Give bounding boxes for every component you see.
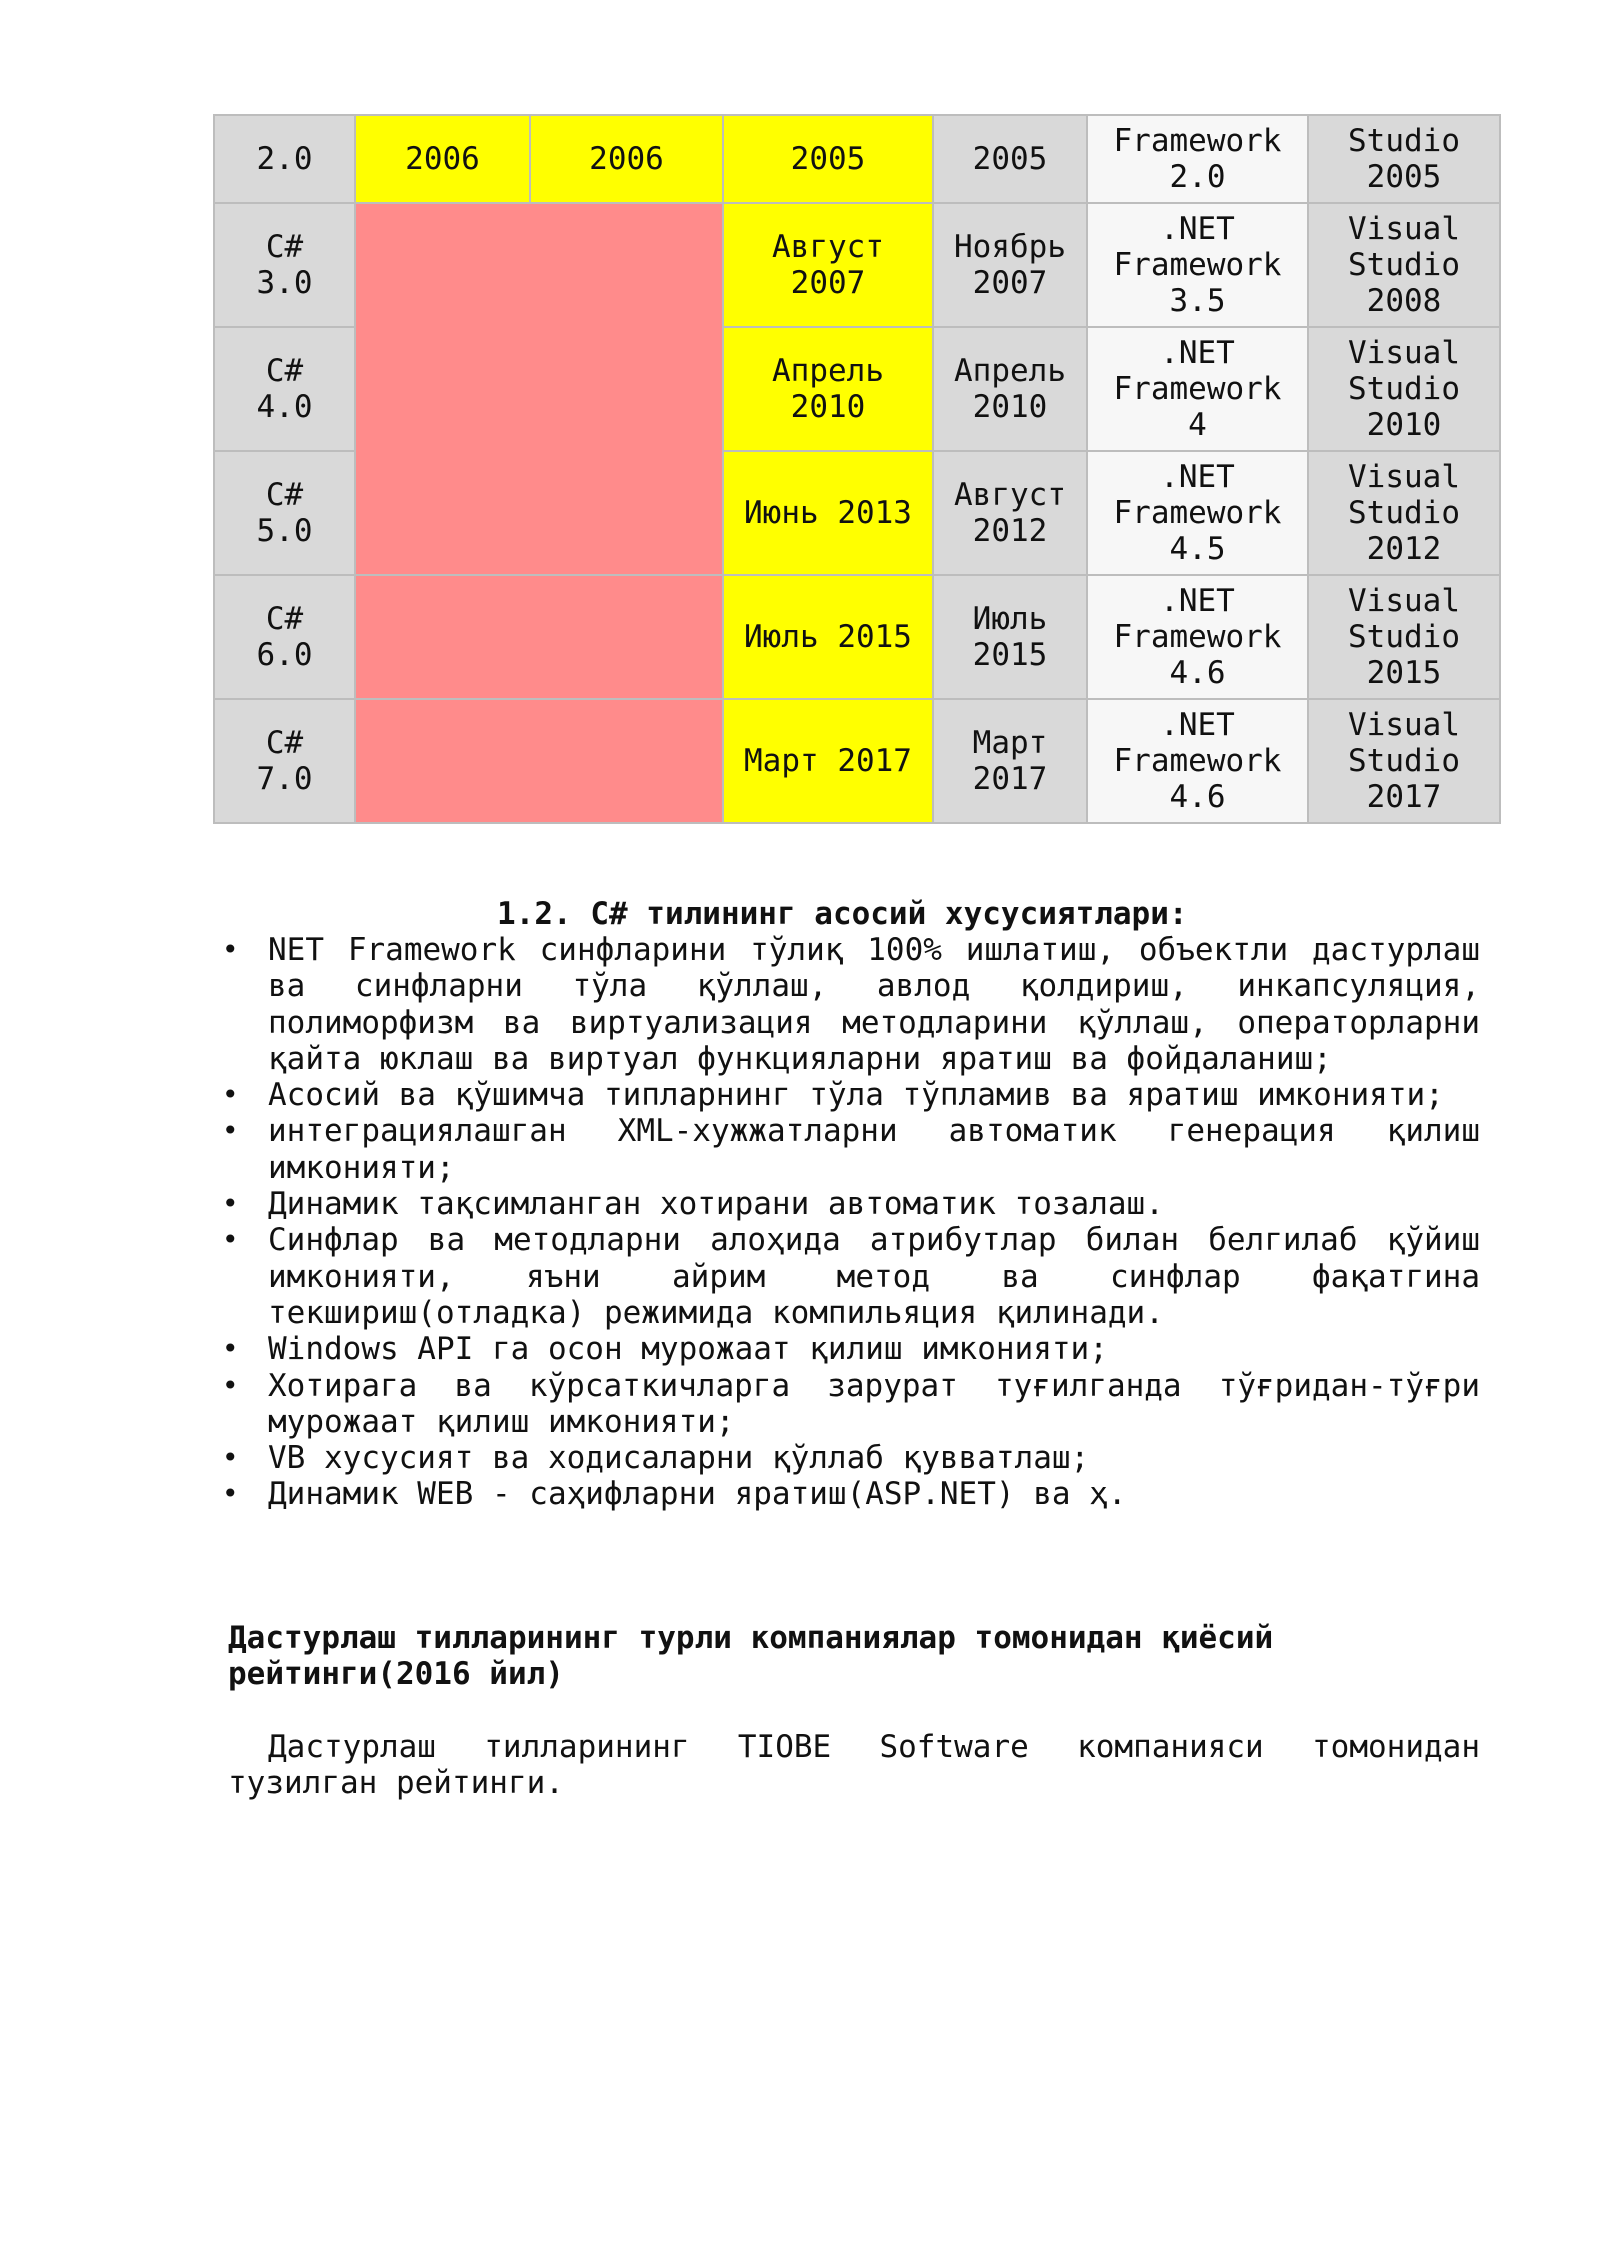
table-row	[214, 699, 1500, 823]
bullet-icon: •	[222, 1187, 239, 1221]
release-date-cell: Март 2017	[723, 699, 933, 823]
year-cell: 2006	[355, 115, 530, 203]
ide-release-cell: Июль 2015	[933, 575, 1087, 699]
list-item	[222, 1331, 1480, 1368]
studio-cell: Visual Studio 2015	[1308, 575, 1500, 699]
version-cell: C# 4.0	[214, 327, 355, 451]
list-item	[222, 1222, 1480, 1331]
ide-release-cell: Август 2012	[933, 451, 1087, 575]
empty-highlight-cell	[355, 575, 723, 699]
version-cell: 2.0	[214, 115, 355, 203]
year-cell: 2006	[530, 115, 723, 203]
bullet-icon: •	[222, 1477, 239, 1511]
ide-release-cell: Апрель 2010	[933, 327, 1087, 451]
list-item-text: VB хусусият ва ходисаларни қўллаб қувватлаш;	[268, 1440, 1090, 1477]
table-row	[214, 115, 1500, 203]
ide-release-cell: Ноябрь 2007	[933, 203, 1087, 327]
empty-highlight-cell	[355, 203, 723, 575]
ide-release-cell: Март 2017	[933, 699, 1087, 823]
bullet-icon: •	[222, 1368, 239, 1402]
bullet-icon: •	[222, 1223, 239, 1257]
list-item-text: Динамик тақсимланган хотирани автоматик тозалаш.	[268, 1186, 1164, 1223]
section-heading: 1.2. C# тилининг асосий хусусиятлари:	[497, 896, 1188, 932]
list-item-text: NET Framework синфларини тўлиқ 100% ишлатиш, объектли дастурлаш ва синфларни тўла қўллаш, авлод қолдириш, инкапсуляция, полиморфизм ва виртуализация методларини қўллаш, операторларни қайта юклаш ва виртуал функцияларни яратиш ва фойдаланиш;	[268, 932, 1480, 1077]
list-item	[222, 1186, 1480, 1223]
framework-cell: Framework 2.0	[1087, 115, 1308, 203]
framework-cell: .NET Framework 4.5	[1087, 451, 1308, 575]
rating-heading: Дастурлаш тилларининг турли компаниялар томонидан қиёсий рейтинги(2016 йил)	[228, 1620, 1274, 1693]
list-item	[222, 1367, 1480, 1441]
list-item	[222, 1113, 1480, 1186]
bullet-icon: •	[222, 1078, 239, 1112]
table-row	[214, 575, 1500, 699]
bullet-icon: •	[222, 1332, 239, 1366]
studio-cell: Studio 2005	[1308, 115, 1500, 203]
version-cell: C# 6.0	[214, 575, 355, 699]
version-cell: C# 5.0	[214, 451, 355, 575]
studio-cell: Visual Studio 2012	[1308, 451, 1500, 575]
rating-paragraph: Дастурлаш тилларининг TIOBE Software компанияси томонидан тузилган рейтинги.	[228, 1729, 1480, 1802]
release-date-cell: 2005	[723, 115, 933, 203]
bullet-icon: •	[222, 933, 239, 966]
studio-cell: Visual Studio 2008	[1308, 203, 1500, 327]
list-item-text: интеграциялашган XML-хужжатларни автоматик генерация қилиш имконияти;	[268, 1113, 1480, 1186]
list-item-text: Хотирага ва кўрсаткичларга зарурат туғилганда тўғридан-тўғри мурожаат қилиш имконияти;	[268, 1367, 1480, 1440]
table-row	[214, 203, 1500, 327]
framework-cell: .NET Framework 4	[1087, 327, 1308, 451]
list-item-text: Windows API га осон мурожаат қилиш имконияти;	[268, 1331, 1108, 1368]
list-item-text: Асосий ва қўшимча типларнинг тўла тўпламив ва яратиш имконияти;	[268, 1077, 1444, 1114]
framework-cell: .NET Framework 4.6	[1087, 575, 1308, 699]
csharp-versions-table	[213, 114, 1501, 824]
framework-cell: .NET Framework 4.6	[1087, 699, 1308, 823]
list-item	[222, 1077, 1480, 1114]
list-item	[222, 1440, 1480, 1477]
list-item-text: Динамик WEB - саҳифларни яратиш(ASP.NET) ва ҳ.	[268, 1476, 1127, 1513]
release-date-cell: Август 2007	[723, 203, 933, 327]
release-date-cell: Апрель 2010	[723, 327, 933, 451]
list-item-text: Синфлар ва методларни алоҳида атрибутлар билан белгилаб қўйиш имконияти, яъни айрим метод ва синфлар фақатгина текшириш(отладка) режимида компильяция қилинади.	[268, 1222, 1480, 1331]
framework-cell: .NET Framework 3.5	[1087, 203, 1308, 327]
version-cell: C# 7.0	[214, 699, 355, 823]
list-item	[222, 1476, 1480, 1513]
release-date-cell: Июнь 2013	[723, 451, 933, 575]
studio-cell: Visual Studio 2010	[1308, 327, 1500, 451]
version-cell: C# 3.0	[214, 203, 355, 327]
features-list	[222, 932, 1480, 1513]
list-item	[222, 932, 1480, 1077]
bullet-icon: •	[222, 1114, 239, 1148]
ide-release-cell: 2005	[933, 115, 1087, 203]
release-date-cell: Июль 2015	[723, 575, 933, 699]
empty-highlight-cell	[355, 699, 723, 823]
bullet-icon: •	[222, 1441, 239, 1475]
studio-cell: Visual Studio 2017	[1308, 699, 1500, 823]
